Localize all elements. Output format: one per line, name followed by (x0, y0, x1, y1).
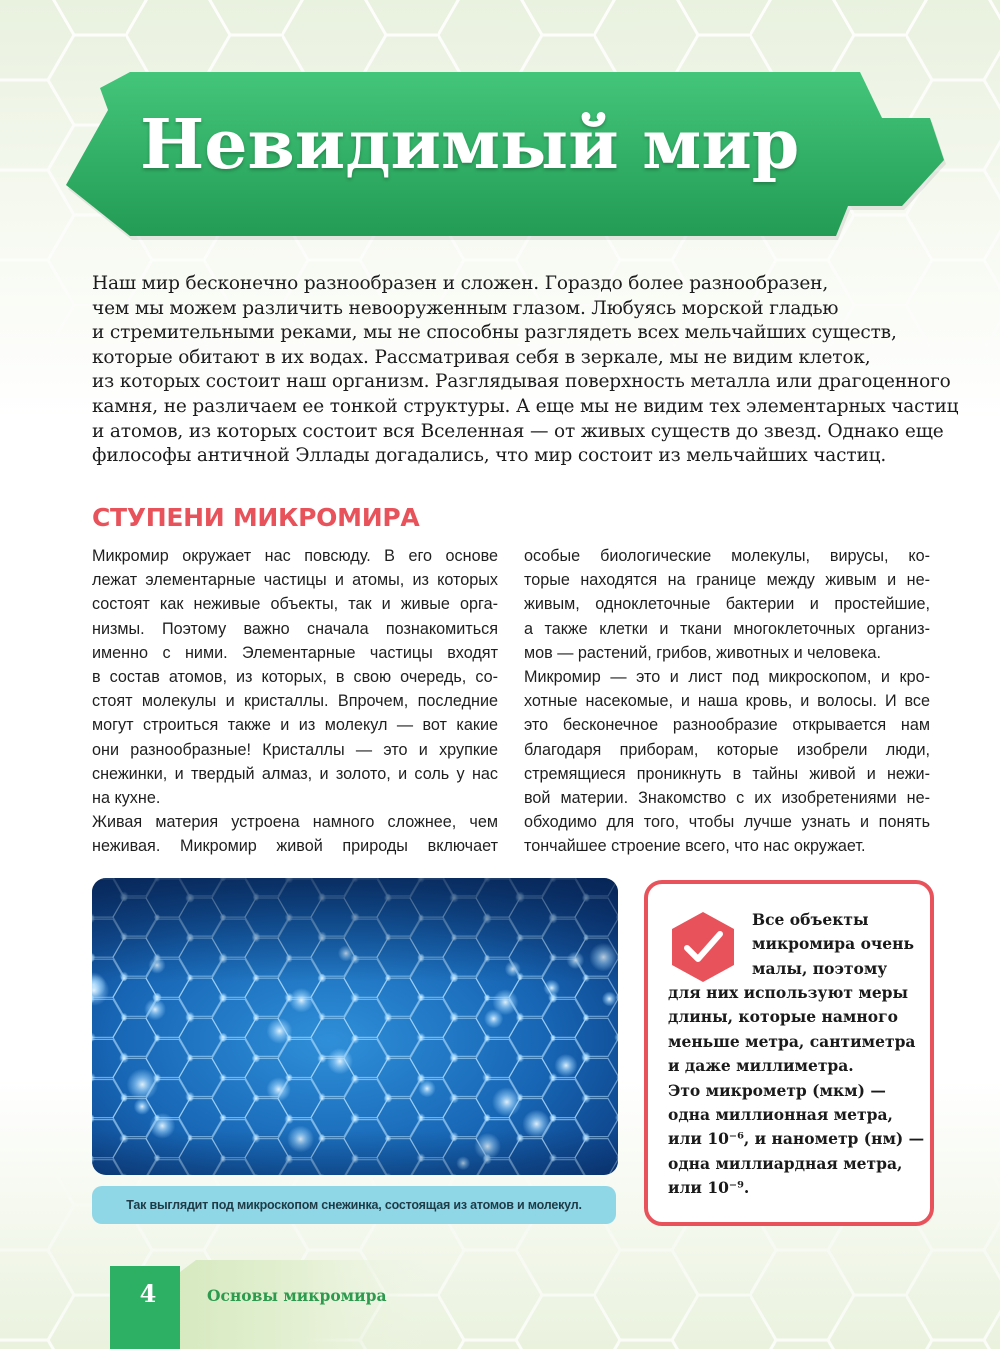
body-line: живым, одноклеточные бактерии и простейшие, (524, 595, 930, 614)
info-line: или 10⁻⁹. (668, 1178, 750, 1198)
body-line: это бесконечное разнообразие открывается нам (524, 716, 930, 735)
body-line: а также клетки и ткани многоклеточных организ- (524, 619, 930, 638)
body-line: в состав атомов, из которых, в свою очередь, со- (92, 668, 498, 687)
info-line: и даже миллиметра. (668, 1056, 854, 1076)
info-text-top (752, 908, 914, 981)
photo-vignette (92, 878, 618, 1175)
body-line: низмы. Поэтому важно сначала познакомиться (92, 619, 498, 638)
info-text-bottom (668, 981, 924, 1201)
body-line: тончайшее строение всего, что нас окружает. (524, 837, 866, 856)
intro-line: чем мы можем различить невооруженным глазом. Любуясь морской гладью (92, 297, 839, 319)
intro-line: Наш мир бесконечно разнообразен и сложен. Гораздо более разнообразен, (92, 273, 829, 294)
info-line: одна миллионная метра, (668, 1105, 893, 1125)
info-line: меньше метра, сантиметра (668, 1031, 916, 1051)
body-line: могут строиться также и из молекул — вот какие (92, 716, 498, 735)
section-heading: СТУПЕНИ МИКРОМИРА (92, 503, 420, 532)
body-line: они разнообразные! Кристаллы — это и хрупкие (92, 740, 498, 759)
body-line: снежинки, и твердый алмаз, и золото, и соль у нас (92, 764, 498, 783)
info-line: микромира очень (752, 934, 914, 954)
info-line: длины, которые намного (668, 1007, 898, 1027)
body-line: Микромир — это и лист под микроскопом, и кро- (524, 668, 930, 687)
photo-caption: Так выглядит под микроскопом снежинка, состоящая из атомов и молекул. (92, 1186, 616, 1224)
info-line: Это микрометр (мкм) — (668, 1080, 886, 1100)
intro-line: и атомов, из которых состоит вся Вселенная — от живых существ до звезд. Однако еще (92, 420, 944, 442)
body-line: хотные насекомые, и наша кровь, и волосы. И все (524, 692, 930, 711)
info-line: или 10⁻⁶, и нанометр (нм) — (668, 1129, 925, 1149)
intro-line: и стремительными реками, мы не способны разглядеть всех мельчайших существ, (92, 322, 897, 344)
intro-line: которые обитают в их водах. Рассматривая себя в зеркале, мы не видим клеток, (92, 346, 871, 368)
info-line: одна миллиардная метра, (668, 1153, 903, 1173)
footer-section-name: Основы микромира (207, 1286, 387, 1305)
body-line: мов — растений, грибов, животных и человека. (524, 643, 882, 662)
info-callout-box (644, 880, 934, 1226)
info-line: Все объекты (752, 910, 869, 929)
intro-line: из которых состоит наш организм. Разглядывая поверхность металла или драгоценного (92, 371, 951, 393)
body-line: вой материи. Знакомство с их изобретениями не- (524, 789, 930, 808)
body-line: благодаря приборам, которые изобрели люди, (524, 740, 930, 759)
intro-paragraph (92, 272, 959, 469)
body-line: стоят молекулы и кристаллы. Впрочем, последние (92, 692, 498, 711)
body-line: Микромир окружает нас повсюду. В его основе (92, 547, 498, 565)
body-column-left (92, 544, 498, 859)
hexagon-badge (672, 912, 734, 982)
body-line: особые биологические молекулы, вирусы, ко- (524, 547, 930, 565)
body-line: стремящиеся проникнуть в тайны живой и нежи- (524, 764, 930, 783)
page-title: Невидимый мир (140, 105, 800, 185)
body-line: неживая. Микромир живой природы включает (92, 837, 498, 856)
body-line: обходимо для того, чтобы лучше узнать и понять (524, 813, 930, 832)
body-line: торые находятся на границе между живым и не- (524, 571, 930, 590)
snowflake-microscope-photo (92, 878, 618, 1175)
body-line: состоят как неживые объекты, так и живые орга- (92, 595, 498, 614)
body-line: именно с ними. Элементарные частицы входят (92, 643, 498, 662)
intro-line: философы античной Эллады догадались, что мир состоит из мельчайших частиц. (92, 445, 887, 467)
body-line: Живая материя устроена намного сложнее, чем (92, 813, 498, 832)
body-column-right (524, 544, 930, 859)
page-number: 4 (139, 1279, 157, 1308)
body-line: лежат элементарные частицы и атомы, из которых (92, 571, 498, 590)
intro-line: камня, не различаем ее тонкой структуры. А еще мы не видим тех элементарных частиц (92, 395, 959, 417)
body-line: на кухне. (92, 789, 161, 808)
molecular-lattice-image (92, 878, 618, 1175)
checkmark-icon (666, 910, 740, 984)
info-line: малы, поэтому (752, 958, 888, 978)
info-line: для них используют меры (668, 983, 909, 1002)
